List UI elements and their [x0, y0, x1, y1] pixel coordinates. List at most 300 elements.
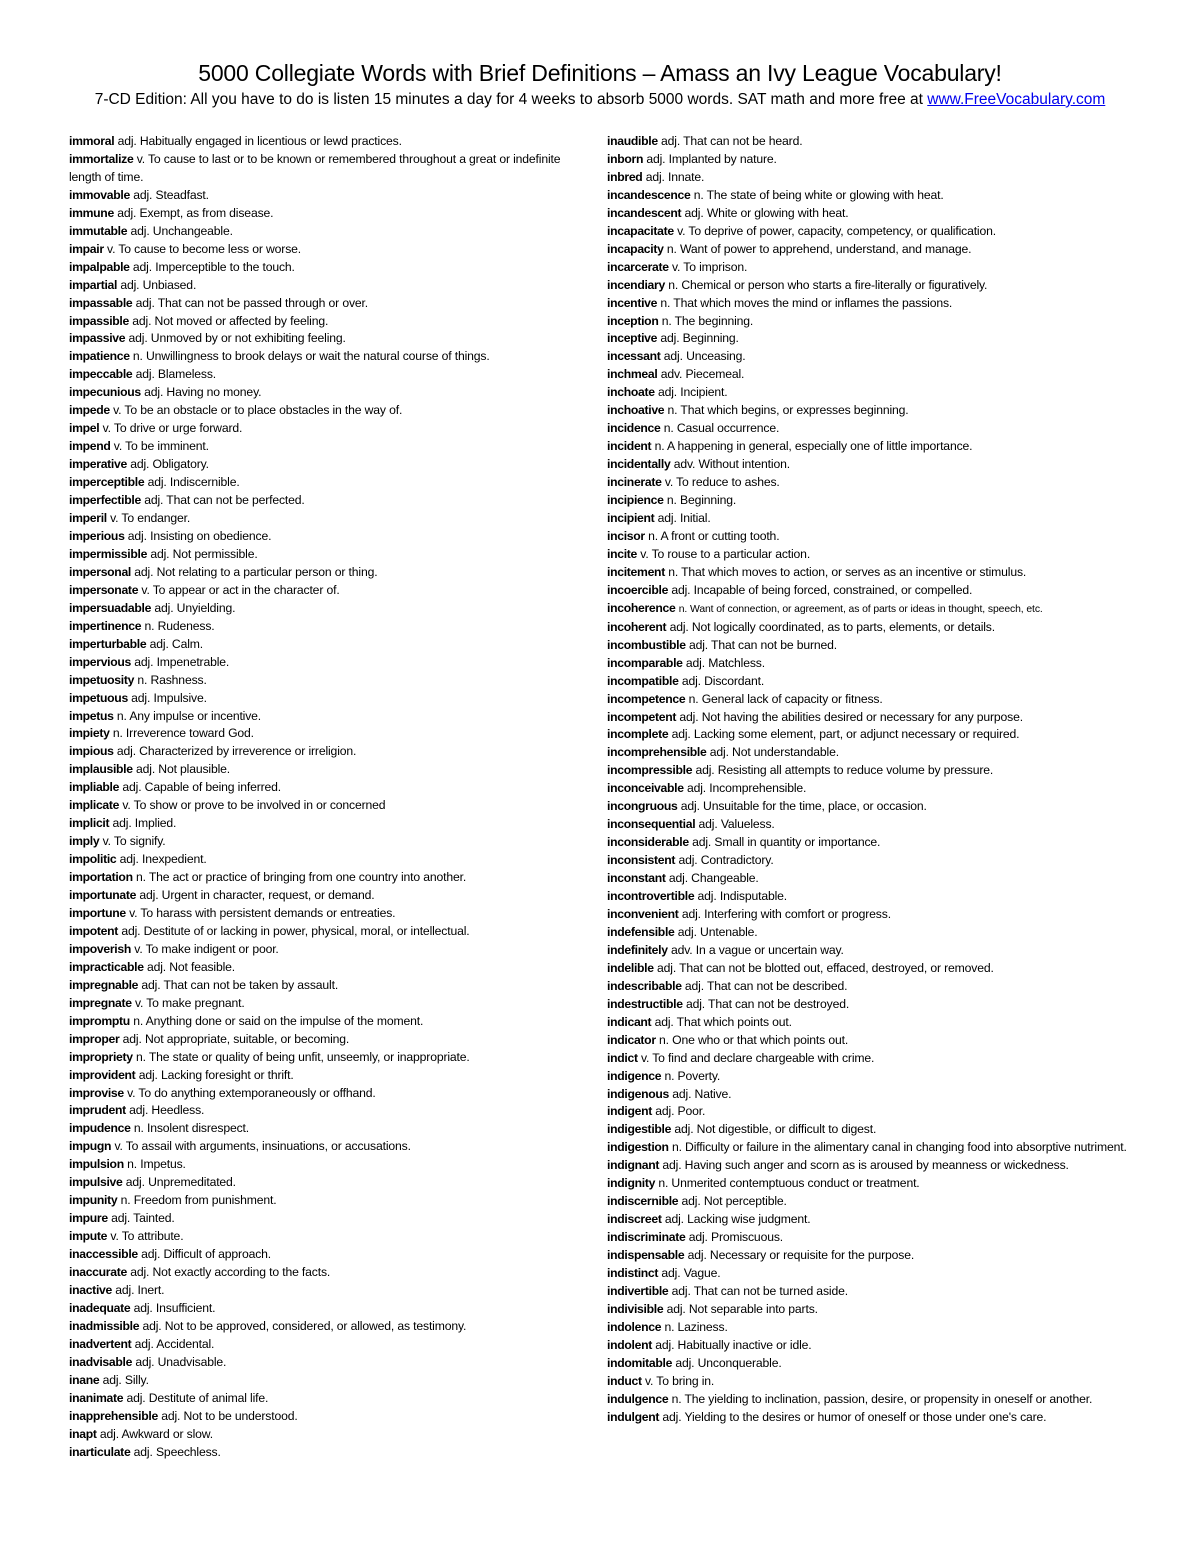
- entry-word: immune: [69, 205, 114, 220]
- entry-definition: adv. Without intention.: [673, 457, 790, 472]
- entry-definition: adj. That can not be heard.: [661, 134, 803, 148]
- right-entry: [607, 546, 1147, 564]
- entry-definition: n. Chemical or person who starts a fire-literally or figuratively.: [668, 277, 988, 292]
- entry-definition: adj. Difficult of approach.: [141, 1247, 272, 1262]
- right-entry: [607, 528, 1147, 546]
- right-entry: [607, 619, 1147, 637]
- entry-word: indiscriminate: [607, 1230, 686, 1245]
- entry-definition: adj. Lacking wise judgment.: [664, 1212, 811, 1227]
- left-entry: [69, 510, 574, 528]
- entry-word: incandescent: [607, 205, 682, 220]
- entry-definition: v. To cause to last or to be known or remembered throughout a great or indefinite length of time.: [69, 151, 561, 184]
- left-entry: [69, 1138, 574, 1156]
- entry-word: incompressible: [607, 763, 693, 778]
- entry-definition: n. Irreverence toward God.: [112, 726, 254, 741]
- left-entry: [69, 492, 574, 510]
- left-entry: [69, 151, 574, 187]
- right-entry: [607, 1247, 1147, 1265]
- entry-word: inaccurate: [69, 1265, 127, 1280]
- entry-definition: adj. Unadvisable.: [135, 1354, 227, 1369]
- entry-word: immutable: [69, 223, 128, 238]
- entry-word: incompatible: [607, 673, 679, 688]
- right-entry: [607, 1032, 1147, 1050]
- entry-word: indicant: [607, 1014, 652, 1029]
- entry-definition: n. Want of power to apprehend, understand, and manage.: [666, 241, 972, 256]
- left-entry: [69, 1174, 574, 1192]
- entry-definition: n. Anything done or said on the impulse of the moment.: [133, 1013, 424, 1028]
- left-entry: [69, 223, 574, 241]
- entry-definition: v. To cause to become less or worse.: [107, 241, 302, 256]
- entry-definition: adj. Indisputable.: [697, 889, 787, 904]
- entry-definition: v. To attribute.: [110, 1229, 184, 1244]
- entry-definition: n. Rudeness.: [144, 618, 215, 633]
- left-entry: [69, 851, 574, 869]
- entry-definition: adj. Not separable into parts.: [666, 1301, 818, 1316]
- entry-word: impersonate: [69, 582, 139, 597]
- entry-word: implicit: [69, 816, 110, 831]
- entry-definition: n. Impetus.: [127, 1157, 186, 1172]
- right-entry: [607, 691, 1147, 709]
- left-entry: [69, 959, 574, 977]
- entry-word: inadmissible: [69, 1318, 140, 1333]
- left-entry: [69, 187, 574, 205]
- right-entry: [607, 709, 1147, 727]
- entry-word: impetuous: [69, 690, 128, 705]
- entry-word: incinerate: [607, 475, 662, 490]
- entry-definition: n. Poverty.: [664, 1068, 721, 1083]
- entry-word: incompetence: [607, 691, 686, 706]
- right-entry: [607, 762, 1147, 780]
- right-entry: [607, 1319, 1147, 1337]
- entry-word: inconvenient: [607, 906, 679, 921]
- entry-word: impassable: [69, 295, 133, 310]
- entry-definition: adj. Vague.: [661, 1266, 721, 1281]
- entry-definition: adj. Lacking foresight or thrift.: [138, 1067, 294, 1082]
- entry-definition: adj. Native.: [672, 1086, 732, 1101]
- left-entry: [69, 1354, 574, 1372]
- left-entry: [69, 241, 574, 259]
- entry-word: implicate: [69, 798, 120, 813]
- left-entry: [69, 1372, 574, 1390]
- entry-definition: adj. That which points out.: [654, 1014, 792, 1029]
- entry-word: indispensable: [607, 1248, 685, 1263]
- entry-definition: adj. Unyielding.: [154, 600, 236, 615]
- entry-definition: n. Want of connection, or agreement, as of parts or ideas in thought, speech, etc.: [678, 603, 1043, 615]
- right-entry: [607, 1086, 1147, 1104]
- right-entry: [607, 924, 1147, 942]
- entry-definition: adj. Exempt, as from disease.: [117, 205, 274, 220]
- entry-definition: adj. Habitually inactive or idle.: [655, 1337, 812, 1352]
- entry-word: impunity: [69, 1193, 118, 1208]
- entry-definition: adj. Steadfast.: [133, 187, 209, 202]
- entry-word: inadvertent: [69, 1336, 132, 1351]
- left-entry: [69, 1246, 574, 1264]
- entry-word: indigestion: [607, 1140, 669, 1155]
- entry-definition: adj. Not exactly according to the facts.: [130, 1265, 331, 1280]
- entry-word: impetus: [69, 708, 114, 723]
- right-entry: [607, 1337, 1147, 1355]
- entry-definition: adj. Contradictory.: [678, 853, 774, 868]
- entry-definition: n. Rashness.: [137, 672, 207, 687]
- entry-definition: adj. White or glowing with heat.: [684, 205, 849, 220]
- entry-definition: n. Laziness.: [664, 1319, 728, 1334]
- right-entry: [607, 744, 1147, 762]
- entry-definition: adj. Necessary or requisite for the purpose.: [687, 1248, 915, 1263]
- entry-definition: adj. Destitute of animal life.: [126, 1390, 269, 1405]
- right-entry: [607, 564, 1147, 582]
- entry-word: impair: [69, 241, 104, 256]
- right-entry: [607, 330, 1147, 348]
- entry-word: incessant: [607, 349, 661, 364]
- entry-word: impliable: [69, 780, 120, 795]
- entry-definition: adj. Not appropriate, suitable, or becoming.: [122, 1031, 350, 1046]
- entry-word: indescribable: [607, 978, 682, 993]
- entry-definition: adj. Not to be understood.: [161, 1408, 298, 1423]
- free-vocabulary-link[interactable]: www.FreeVocabulary.com: [927, 91, 1106, 108]
- right-entry: [607, 169, 1147, 187]
- entry-definition: v. To imprison.: [672, 259, 748, 274]
- entry-word: impugn: [69, 1139, 112, 1154]
- entry-definition: adj. Calm.: [149, 636, 203, 651]
- entry-word: impalpable: [69, 259, 130, 274]
- entry-definition: adj. Indiscernible.: [147, 475, 240, 490]
- left-entry: [69, 815, 574, 833]
- left-entry: [69, 420, 574, 438]
- entry-word: impervious: [69, 654, 132, 669]
- left-entry: [69, 995, 574, 1013]
- entry-word: indefinitely: [607, 942, 668, 957]
- entry-definition: adj. Insisting on obedience.: [127, 528, 272, 543]
- entry-definition: adj. Interfering with comfort or progress.: [681, 906, 891, 921]
- entry-word: incentive: [607, 295, 658, 310]
- left-entry: [69, 1228, 574, 1246]
- right-entry: [607, 1229, 1147, 1247]
- entry-word: impiety: [69, 726, 110, 741]
- entry-definition: v. To bring in.: [645, 1373, 715, 1388]
- right-entry: [607, 277, 1147, 295]
- entry-word: impassive: [69, 331, 126, 346]
- entry-word: indigestible: [607, 1122, 672, 1137]
- entry-word: impel: [69, 421, 100, 436]
- entry-word: indicator: [607, 1032, 656, 1047]
- entry-word: impute: [69, 1229, 108, 1244]
- entry-definition: adj. That can not be destroyed.: [685, 996, 850, 1011]
- entry-word: inapt: [69, 1426, 97, 1441]
- entry-definition: n. The act or practice of bringing from one country into another.: [135, 870, 467, 885]
- entry-definition: v. To find and declare chargeable with crime.: [640, 1050, 875, 1065]
- left-entry: [69, 1120, 574, 1138]
- left-entry: [69, 1210, 574, 1228]
- entry-word: incoercible: [607, 582, 669, 597]
- entry-word: incapacitate: [607, 223, 674, 238]
- entry-definition: v. To make pregnant.: [134, 995, 245, 1010]
- right-entry: [607, 637, 1147, 655]
- right-entry: [607, 205, 1147, 223]
- entry-word: imperil: [69, 511, 107, 526]
- entry-definition: n. That which begins, or expresses beginning.: [667, 403, 909, 418]
- right-entry: [607, 655, 1147, 673]
- entry-definition: adj. Not understandable.: [709, 745, 839, 760]
- entry-word: indignity: [607, 1176, 656, 1191]
- entry-word: inapprehensible: [69, 1408, 158, 1423]
- entry-definition: adj. That can not be described.: [684, 978, 848, 993]
- entry-definition: adj. Promiscuous.: [688, 1230, 784, 1245]
- entry-word: inchmeal: [607, 367, 658, 382]
- entry-word: indelible: [607, 960, 654, 975]
- right-entry: [607, 1157, 1147, 1175]
- entry-word: incapacity: [607, 241, 664, 256]
- entry-word: impudence: [69, 1121, 131, 1136]
- left-entry: [69, 438, 574, 456]
- left-entry: [69, 1408, 574, 1426]
- left-entry: [69, 1336, 574, 1354]
- entry-word: importunate: [69, 888, 137, 903]
- entry-word: implausible: [69, 762, 133, 777]
- entry-word: indivisible: [607, 1301, 664, 1316]
- left-column: [69, 133, 574, 1462]
- entry-definition: adj. Not digestible, or difficult to digest.: [674, 1122, 877, 1137]
- entry-word: incomprehensible: [607, 745, 707, 760]
- left-entry: [69, 941, 574, 959]
- entry-word: imply: [69, 834, 100, 849]
- entry-word: incomplete: [607, 727, 669, 742]
- entry-definition: adj. Incapable of being forced, constrained, or compelled.: [671, 582, 973, 597]
- left-entry: [69, 1085, 574, 1103]
- entry-word: inane: [69, 1372, 100, 1387]
- left-entry: [69, 205, 574, 223]
- entry-word: impeccable: [69, 367, 133, 382]
- right-entry: [607, 151, 1147, 169]
- left-entry: [69, 869, 574, 887]
- entry-word: inconsistent: [607, 853, 676, 868]
- entry-definition: v. To signify.: [102, 834, 166, 849]
- right-entry: [607, 1103, 1147, 1121]
- entry-word: inbred: [607, 169, 643, 184]
- entry-definition: adj. Innate.: [645, 169, 705, 184]
- entry-definition: adj. Unconquerable.: [675, 1355, 782, 1370]
- entry-word: impromptu: [69, 1013, 130, 1028]
- left-entry: [69, 833, 574, 851]
- entry-definition: adj. Implanted by nature.: [646, 151, 777, 166]
- entry-definition: adj. Not plausible.: [136, 762, 231, 777]
- right-entry: [607, 1068, 1147, 1086]
- right-entry: [607, 960, 1147, 978]
- entry-word: impermissible: [69, 546, 148, 561]
- left-entry: [69, 1067, 574, 1085]
- entry-definition: n. Unmerited contemptuous conduct or treatment.: [658, 1176, 920, 1191]
- entry-definition: adj. Insufficient.: [133, 1300, 216, 1315]
- entry-definition: adj. That can not be passed through or over.: [135, 295, 368, 310]
- entry-definition: adj. Imperceptible to the touch.: [132, 259, 295, 274]
- right-entry: [607, 456, 1147, 474]
- entry-word: impropriety: [69, 1049, 133, 1064]
- right-entry: [607, 1391, 1147, 1409]
- entry-definition: adj. That can not be perfected.: [144, 493, 305, 508]
- entry-word: inconstant: [607, 871, 666, 886]
- entry-word: induct: [607, 1373, 642, 1388]
- entry-definition: v. To reduce to ashes.: [664, 475, 780, 490]
- right-entry: [607, 474, 1147, 492]
- entry-word: inconsiderable: [607, 835, 689, 850]
- left-entry: [69, 725, 574, 743]
- right-entry: [607, 996, 1147, 1014]
- right-entry: [607, 852, 1147, 870]
- entry-word: indict: [607, 1050, 638, 1065]
- entry-definition: n. That which moves the mind or inflames the passions.: [660, 295, 953, 310]
- left-entry: [69, 1300, 574, 1318]
- entry-word: indiscernible: [607, 1194, 679, 1209]
- entry-word: incarcerate: [607, 259, 669, 274]
- entry-definition: adj. Impulsive.: [131, 690, 207, 705]
- entry-definition: adv. Piecemeal.: [660, 367, 745, 382]
- right-entry: [607, 1121, 1147, 1139]
- right-entry: [607, 870, 1147, 888]
- entry-word: inconceivable: [607, 781, 684, 796]
- entry-definition: v. To deprive of power, capacity, competency, or qualification.: [677, 223, 996, 238]
- entry-definition: n. Difficulty or failure in the alimentary canal in changing food into absorptive nutriment.: [671, 1140, 1127, 1155]
- entry-definition: adj. Not to be approved, considered, or allowed, as testimony.: [142, 1318, 467, 1333]
- right-entry: [607, 834, 1147, 852]
- entry-word: incident: [607, 439, 652, 454]
- entry-word: impulsive: [69, 1175, 123, 1190]
- entry-word: immoral: [69, 134, 115, 148]
- entry-word: impotent: [69, 923, 119, 938]
- entry-definition: n. The state of being white or glowing with heat.: [693, 187, 944, 202]
- entry-word: impure: [69, 1211, 108, 1226]
- right-entry: [607, 223, 1147, 241]
- entry-definition: v. To be an obstacle or to place obstacles in the way of.: [113, 403, 403, 418]
- entry-word: imperfectible: [69, 493, 141, 508]
- entry-word: incombustible: [607, 637, 686, 652]
- left-entry: [69, 348, 574, 366]
- left-entry: [69, 1102, 574, 1120]
- right-entry: [607, 942, 1147, 960]
- entry-word: importation: [69, 870, 133, 885]
- left-entry: [69, 1390, 574, 1408]
- entry-word: inactive: [69, 1283, 112, 1297]
- entry-definition: adj. Speechless.: [133, 1444, 221, 1459]
- left-entry: [69, 672, 574, 690]
- entry-word: indigent: [607, 1104, 652, 1119]
- left-entry: [69, 1013, 574, 1031]
- left-entry: [69, 564, 574, 582]
- entry-word: indestructible: [607, 996, 683, 1011]
- entry-definition: n. Unwillingness to brook delays or wait the natural course of things.: [132, 349, 490, 364]
- entry-word: impartial: [69, 277, 118, 292]
- entry-definition: n. Freedom from punishment.: [120, 1193, 277, 1208]
- entry-definition: adj. Untenable.: [677, 924, 758, 939]
- left-entry: [69, 600, 574, 618]
- right-entry: [607, 906, 1147, 924]
- left-entry: [69, 456, 574, 474]
- entry-word: incitement: [607, 564, 665, 579]
- entry-word: incontrovertible: [607, 889, 695, 904]
- right-entry: [607, 780, 1147, 798]
- entry-definition: adj. Yielding to the desires or humor of oneself or those under one's care.: [662, 1409, 1047, 1424]
- entry-definition: adj. Unsuitable for the time, place, or occasion.: [680, 799, 927, 814]
- right-entry: [607, 187, 1147, 205]
- entry-definition: adj. Resisting all attempts to reduce volume by pressure.: [695, 763, 994, 778]
- left-entry: [69, 690, 574, 708]
- entry-word: incipience: [607, 493, 664, 508]
- right-entry: [607, 1139, 1147, 1157]
- entry-definition: v. To do anything extemporaneously or offhand.: [127, 1085, 376, 1100]
- entry-word: impersuadable: [69, 600, 152, 615]
- right-entry: [607, 1050, 1147, 1068]
- entry-word: inadequate: [69, 1300, 131, 1315]
- entry-word: indiscreet: [607, 1212, 662, 1227]
- entry-definition: adj. Accidental.: [134, 1336, 215, 1351]
- entry-definition: adj. Unchangeable.: [130, 223, 233, 238]
- left-entry: [69, 402, 574, 420]
- entry-word: imperative: [69, 457, 127, 472]
- entry-word: incidence: [607, 421, 661, 436]
- entry-word: inadvisable: [69, 1354, 133, 1369]
- entry-word: impious: [69, 744, 114, 759]
- entry-definition: adj. That can not be turned aside.: [671, 1284, 848, 1298]
- entry-definition: v. To endanger.: [110, 511, 191, 526]
- entry-definition: adv. In a vague or uncertain way.: [670, 942, 844, 957]
- subtitle-text: 7-CD Edition: All you have to do is listen 15 minutes a day for 4 weeks to absorb 5000 words. SAT math and more free at: [94, 91, 928, 108]
- left-entry: [69, 1444, 574, 1462]
- right-entry: [607, 492, 1147, 510]
- entry-word: impecunious: [69, 385, 141, 400]
- entry-word: incisor: [607, 528, 645, 543]
- entry-definition: adj. Beginning.: [660, 331, 739, 346]
- entry-word: imperturbable: [69, 636, 147, 651]
- entry-word: indigenous: [607, 1086, 669, 1101]
- entry-word: indomitable: [607, 1355, 673, 1370]
- left-entry: [69, 923, 574, 941]
- right-entry: [607, 816, 1147, 834]
- entry-definition: n. Any impulse or incentive.: [116, 708, 262, 723]
- entry-definition: adj. Discordant.: [681, 673, 765, 688]
- entry-word: incandescence: [607, 187, 691, 202]
- right-entry: [607, 1175, 1147, 1193]
- left-entry: [69, 1156, 574, 1174]
- left-entry: [69, 1426, 574, 1444]
- entry-definition: adj. Initial.: [657, 511, 711, 526]
- entry-word: inceptive: [607, 331, 658, 346]
- entry-definition: n. The state or quality of being unfit, unseemly, or inappropriate.: [136, 1049, 470, 1064]
- entry-definition: n. A front or cutting tooth.: [648, 528, 780, 543]
- entry-definition: adj. That can not be blotted out, effaced, destroyed, or removed.: [657, 960, 994, 975]
- right-entry: [607, 888, 1147, 906]
- entry-definition: n. The beginning.: [661, 313, 754, 328]
- entry-definition: adj. Inert.: [115, 1283, 165, 1297]
- left-entry: [69, 1192, 574, 1210]
- entry-definition: n. One who or that which points out.: [659, 1032, 849, 1047]
- left-entry: [69, 582, 574, 600]
- entry-definition: adj. Incomprehensible.: [686, 781, 807, 796]
- right-entry: [607, 348, 1147, 366]
- entry-definition: v. To rouse to a particular action.: [640, 546, 811, 561]
- entry-definition: adj. Not logically coordinated, as to parts, elements, or details.: [669, 619, 995, 634]
- entry-word: impoverish: [69, 941, 132, 956]
- left-entry: [69, 1031, 574, 1049]
- entry-word: indigence: [607, 1068, 662, 1083]
- right-entry: [607, 582, 1147, 600]
- left-entry: [69, 384, 574, 402]
- entry-word: indivertible: [607, 1284, 669, 1298]
- entry-definition: adj. Urgent in character, request, or demand.: [139, 888, 375, 903]
- entry-definition: adj. Changeable.: [668, 871, 759, 886]
- entry-word: incoherence: [607, 600, 676, 615]
- entry-word: impertinence: [69, 618, 142, 633]
- entry-definition: adj. That can not be burned.: [688, 637, 837, 652]
- left-entry: [69, 708, 574, 726]
- entry-definition: adj. Capable of being inferred.: [122, 780, 282, 795]
